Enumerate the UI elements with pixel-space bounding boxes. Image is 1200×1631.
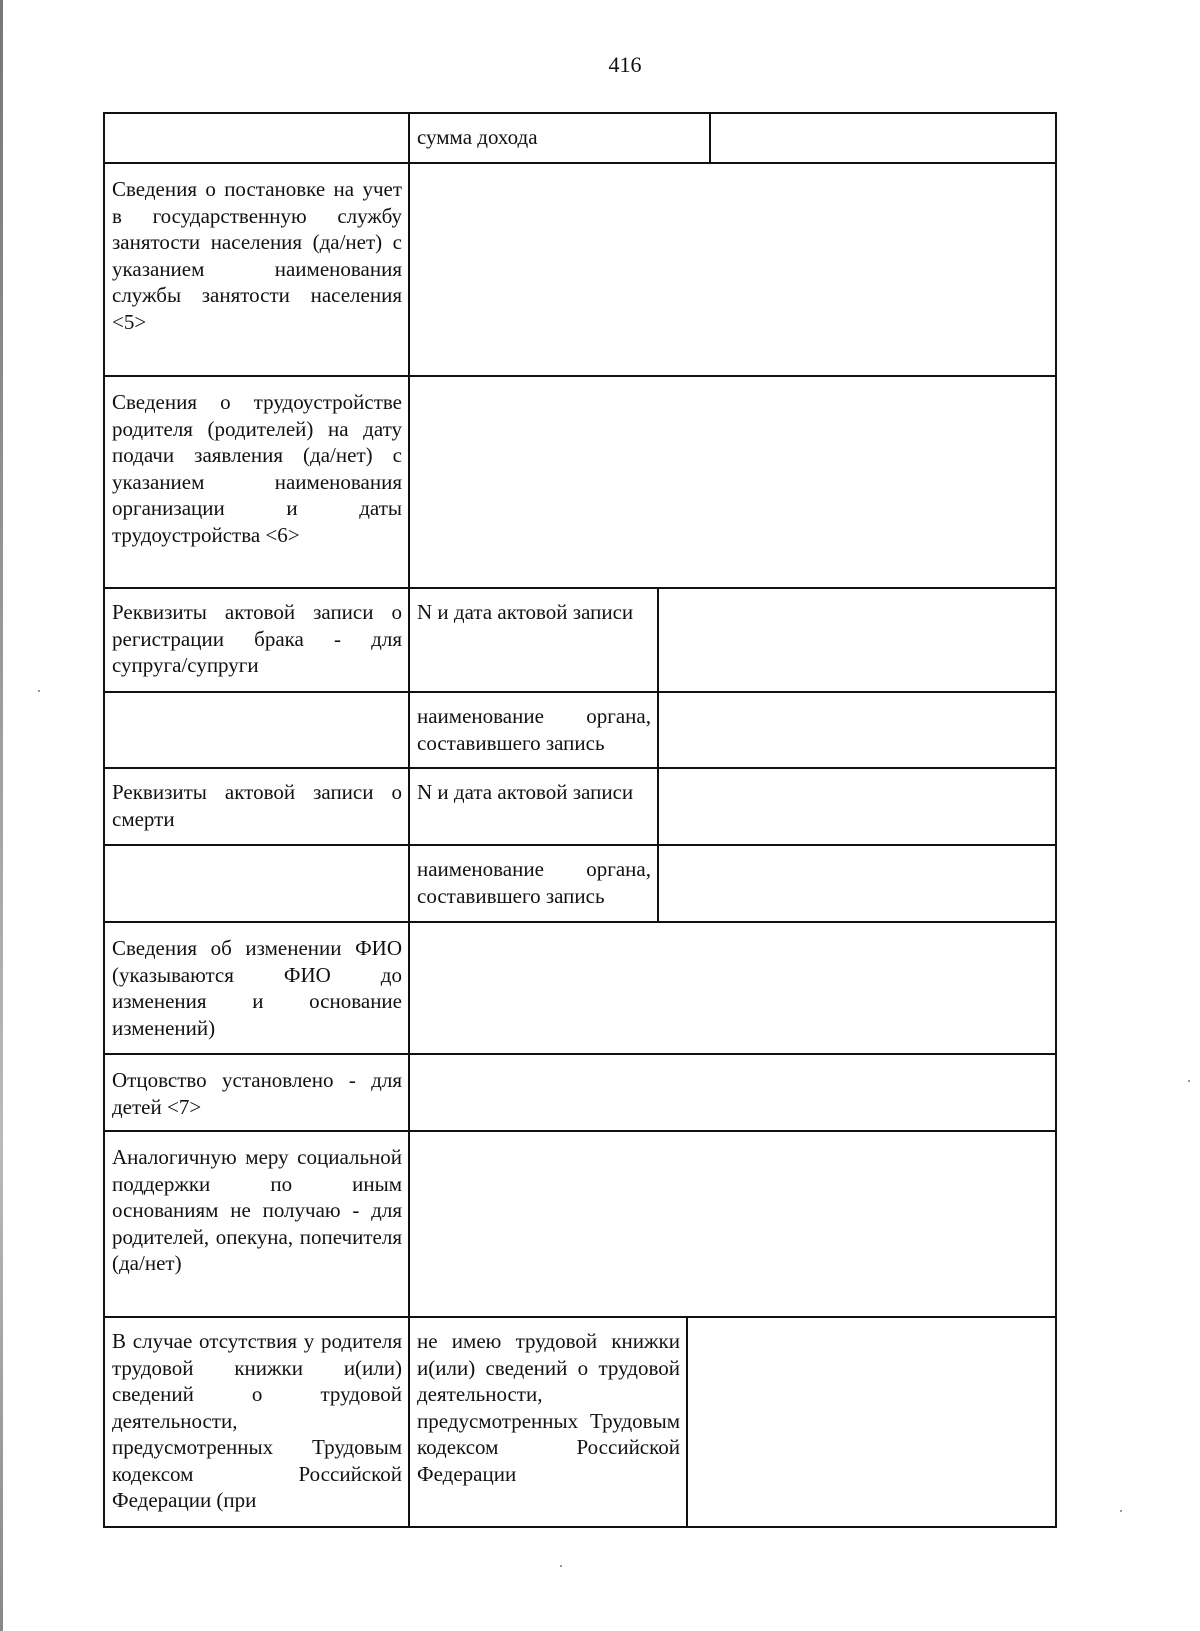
table-row [103,691,1057,767]
table-row [103,1316,1057,1528]
table-row [103,1053,1057,1130]
table-cell-label [105,114,410,162]
table-cell-label: Реквизиты актовой записи о регистрации брака - для супруга/супруги [105,589,410,691]
table-row [103,375,1057,587]
table-cell-field-label: сумма дохода [410,114,711,162]
table-cell-field-label: N и дата актовой записи [410,589,659,691]
application-form-table [103,112,1057,1512]
table-cell-value[interactable] [711,114,1055,162]
table-cell-label: В случае отсутствия у родителя трудовой книжки и(или) сведений о трудовой деятельности, предусмотренных Трудовым кодексом Российской Федерации (при [105,1318,410,1526]
table-cell-value[interactable] [410,923,1055,1053]
table-cell-value[interactable] [688,1318,1055,1526]
table-row [103,162,1057,375]
table-cell-field-label: не имею трудовой книжки и(или) сведений о трудовой деятельности, предусмотренных Трудовым кодексом Российской Федерации [410,1318,688,1526]
table-row [103,767,1057,844]
scan-speck [38,690,40,692]
table-cell-value[interactable] [659,769,1055,844]
table-cell-field-label: наименование органа, составившего запись [410,693,659,767]
table-cell-label: Сведения об изменении ФИО (указываются ФИО до изменения и основание изменений) [105,923,410,1053]
table-cell-value[interactable] [410,1132,1055,1316]
scan-speck [560,1565,562,1567]
scan-speck [1120,1510,1122,1512]
table-cell-label [105,693,410,767]
table-cell-label: Сведения о трудоустройстве родителя (родителей) на дату подачи заявления (да/нет) с указанием наименования организации и даты трудоустройства <6> [105,377,410,587]
table-cell-field-label: N и дата актовой записи [410,769,659,844]
table-cell-label [105,846,410,921]
scan-edge [0,0,3,1631]
page-number: 416 [608,52,642,77]
table-cell-field-label: наименование органа, составившего запись [410,846,659,921]
table-row [103,1130,1057,1316]
table-row [103,112,1057,162]
table-row [103,844,1057,921]
table-cell-label: Отцовство установлено - для детей <7> [105,1055,410,1130]
table-cell-value[interactable] [410,377,1055,587]
table-cell-value[interactable] [659,693,1055,767]
table-cell-label: Реквизиты актовой записи о смерти [105,769,410,844]
table-cell-label: Аналогичную меру социальной поддержки по иным основаниям не получаю - для родителей, опекуна, попечителя (да/нет) [105,1132,410,1316]
scan-speck [1188,1080,1190,1082]
table-cell-label: Сведения о постановке на учет в государственную службу занятости населения (да/нет) с указанием наименования службы занятости населения <5> [105,164,410,375]
table-cell-value[interactable] [659,589,1055,691]
table-row [103,587,1057,691]
table-row [103,921,1057,1053]
table-cell-value[interactable] [410,164,1055,375]
table-cell-value[interactable] [659,846,1055,921]
table-cell-value[interactable] [410,1055,1055,1130]
